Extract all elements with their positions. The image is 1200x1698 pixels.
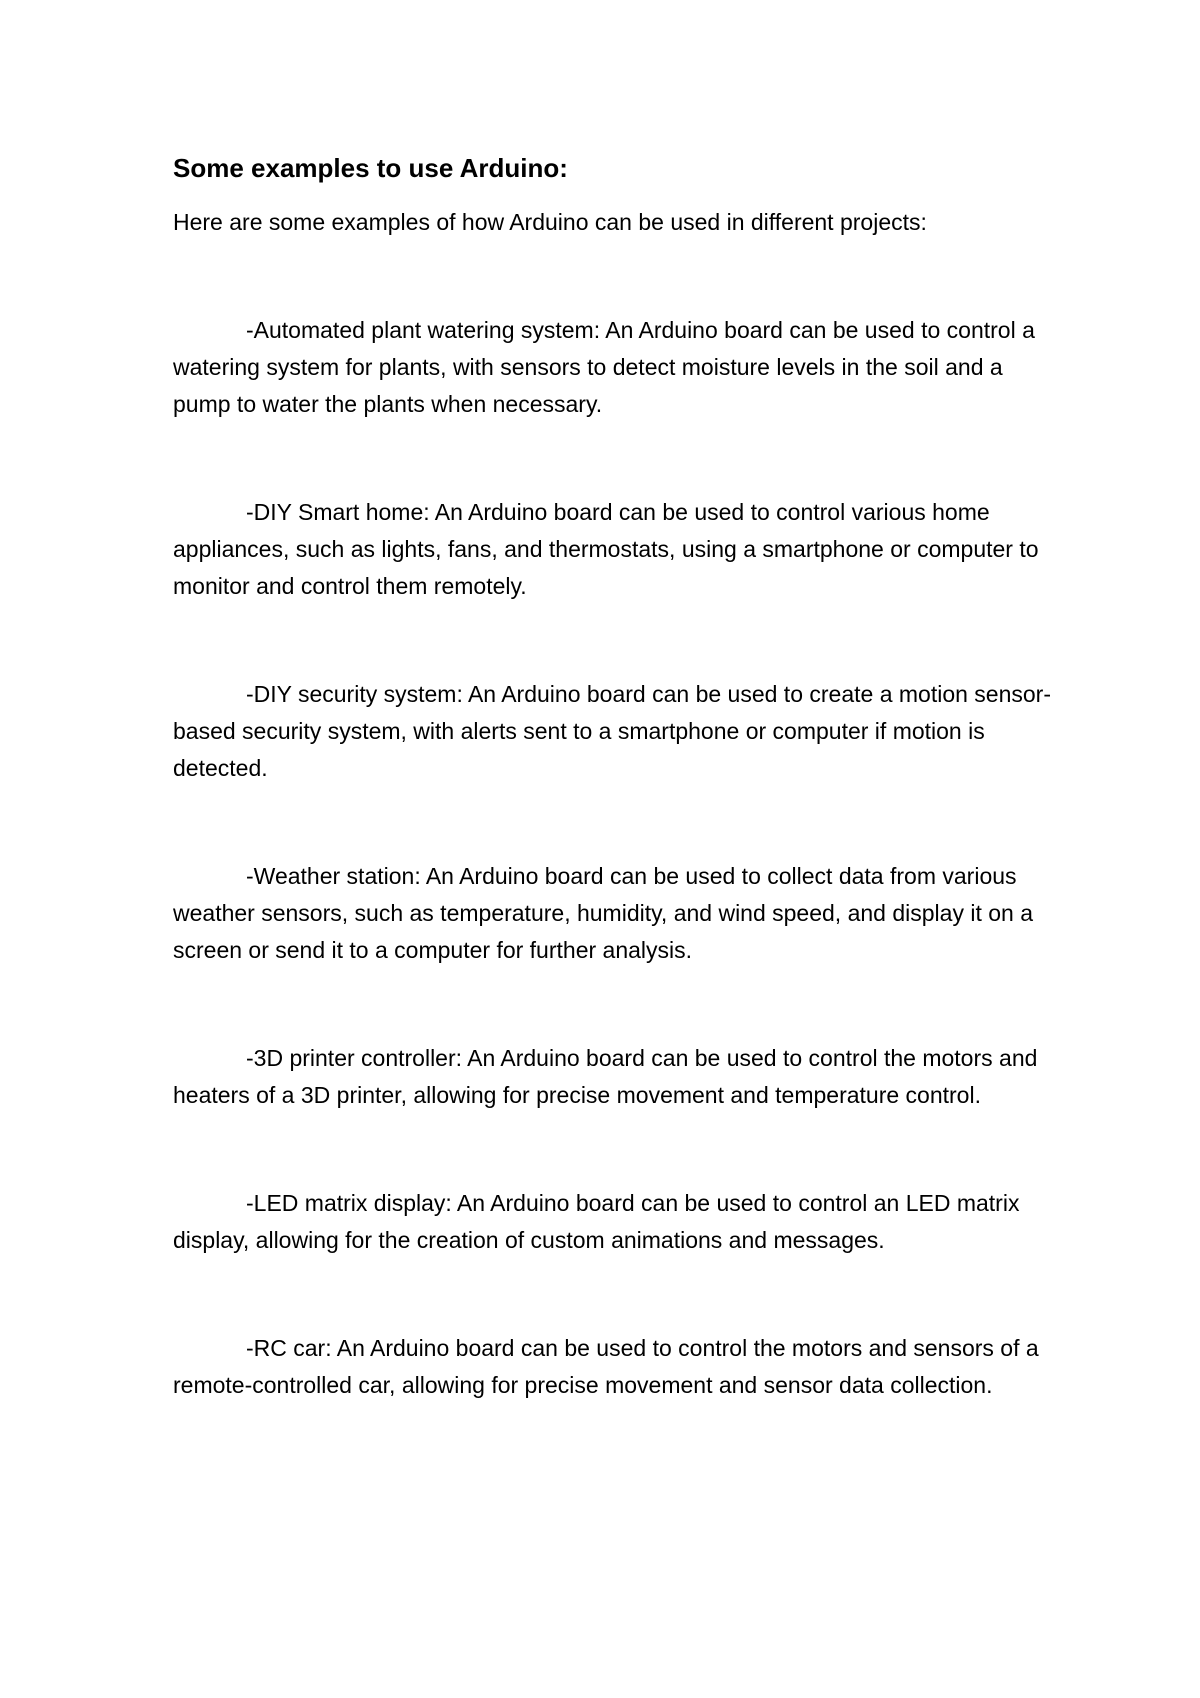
example-3d-printer: -3D printer controller: An Arduino board can be used to control the motors and heaters of a 3D printer, allowing for precise movement and temperature control. — [173, 1045, 1038, 1108]
example-plant-watering: -Automated plant watering system: An Arduino board can be used to control a watering system for plants, with sensors to detect moisture levels in the soil and a pump to water the plants when necessary. — [173, 317, 1035, 417]
intro-paragraph: Here are some examples of how Arduino can be used in different projects: — [173, 209, 927, 235]
example-security-system: -DIY security system: An Arduino board can be used to create a motion sensor-based security system, with alerts sent to a smartphone or computer if motion is detected. — [173, 681, 1051, 781]
example-weather-station: -Weather station: An Arduino board can be used to collect data from various weather sensors, such as temperature, humidity, and wind speed, and display it on a screen or send it to a computer for further analysis. — [173, 863, 1033, 963]
document-heading: Some examples to use Arduino: — [173, 153, 568, 183]
example-smart-home: -DIY Smart home: An Arduino board can be used to control various home appliances, such as lights, fans, and thermostats, using a smartphone or computer to monitor and control them remotely. — [173, 499, 1039, 599]
document-body — [173, 150, 1053, 1404]
example-rc-car: -RC car: An Arduino board can be used to control the motors and sensors of a remote-controlled car, allowing for precise movement and sensor data collection. — [173, 1335, 1039, 1398]
example-led-matrix: -LED matrix display: An Arduino board can be used to control an LED matrix display, allowing for the creation of custom animations and messages. — [173, 1190, 1020, 1253]
